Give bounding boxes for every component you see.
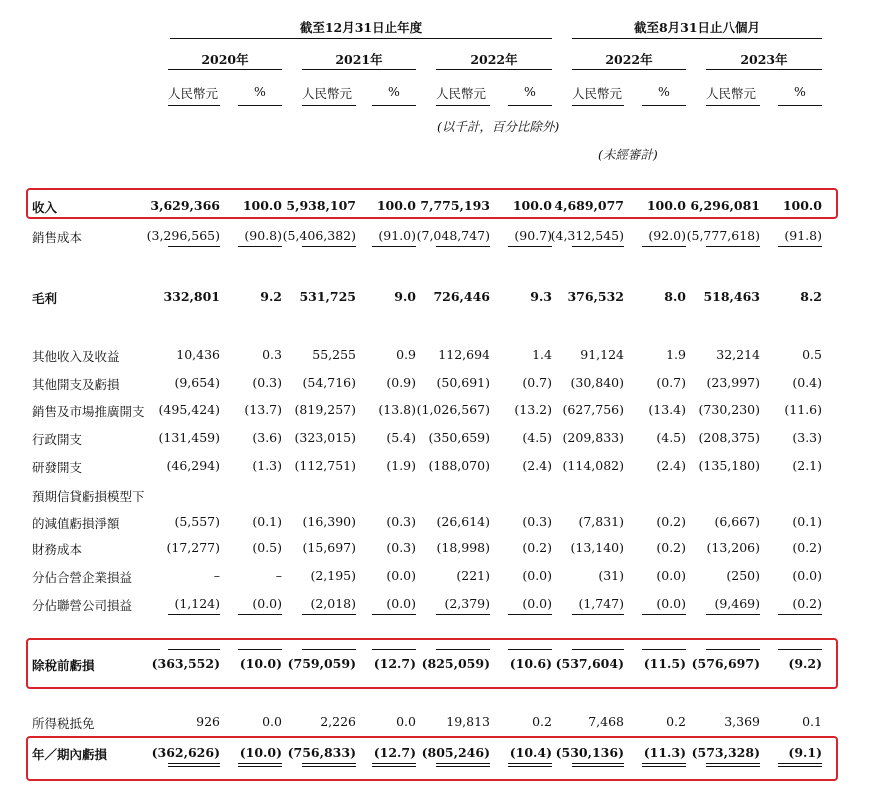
cell-amount: (576,697) <box>691 656 760 671</box>
cell-amount: (1,026,567) <box>416 402 490 417</box>
year-header: 2023年 <box>740 52 788 67</box>
cell-percent: 1.9 <box>666 347 686 362</box>
cell-amount: 4,689,077 <box>554 198 624 213</box>
cell-percent: (0.2) <box>656 514 686 529</box>
cell-rule <box>572 246 624 247</box>
cell-amount: 376,532 <box>567 289 624 304</box>
year-header: 2022年 <box>605 52 653 67</box>
percent-header: % <box>254 84 266 99</box>
row-label: 分佔合營企業損益 <box>32 570 133 585</box>
cell-percent: (13.2) <box>514 402 552 417</box>
cell-percent: (0.0) <box>656 568 686 583</box>
cell-amount: 332,801 <box>163 289 220 304</box>
cell-percent: (9.1) <box>788 745 822 760</box>
cell-rule <box>778 614 822 615</box>
cell-percent: 9.3 <box>530 289 552 304</box>
cell-percent: 9.0 <box>394 289 416 304</box>
cell-amount: (530,136) <box>555 745 624 760</box>
highlight-revenue <box>26 188 838 219</box>
cell-amount: 3,369 <box>724 714 760 729</box>
cell-amount: 7,468 <box>588 714 624 729</box>
cell-amount: (573,328) <box>691 745 760 760</box>
cell-rule <box>436 246 490 247</box>
cell-amount: (363,552) <box>151 656 220 671</box>
row-label: 銷售成本 <box>32 230 83 245</box>
currency-header: 人民幣元 <box>706 86 757 101</box>
cell-amount: 5,938,107 <box>286 198 356 213</box>
cell-amount: 55,255 <box>312 347 356 362</box>
cell-amount: (114,082) <box>562 458 624 473</box>
cell-percent: (0.5) <box>252 540 282 555</box>
cell-amount: 7,775,193 <box>420 198 490 213</box>
cell-rule <box>508 614 552 615</box>
cell-rule <box>372 246 416 247</box>
row-label: 分佔聯營公司損益 <box>32 598 133 613</box>
unit-rule <box>572 105 624 106</box>
cell-percent: (2.4) <box>656 458 686 473</box>
header-rule <box>302 69 416 70</box>
cell-amount: (188,070) <box>428 458 490 473</box>
cell-amount: (7,831) <box>578 514 624 529</box>
cell-amount: 32,214 <box>716 347 760 362</box>
cell-amount: (221) <box>456 568 490 583</box>
row-label: 財務成本 <box>32 542 83 557</box>
cell-amount: (6,667) <box>714 514 760 529</box>
currency-header: 人民幣元 <box>302 86 353 101</box>
cell-rule <box>372 614 416 615</box>
row-label: 銷售及市場推廣開支 <box>32 404 145 419</box>
cell-percent: (10.6) <box>509 656 552 671</box>
cell-amount: (54,716) <box>302 375 356 390</box>
cell-amount: 726,446 <box>433 289 490 304</box>
note-unaudited: (未經審計) <box>598 147 658 162</box>
cell-amount: (131,459) <box>158 430 220 445</box>
header-rule <box>572 38 822 39</box>
cell-percent: (0.0) <box>522 568 552 583</box>
cell-rule <box>168 614 220 615</box>
percent-header: % <box>388 84 400 99</box>
cell-amount: (4,312,545) <box>550 228 624 243</box>
row-label: 收入 <box>32 200 58 215</box>
cell-rule <box>302 614 356 615</box>
cell-amount: 2,226 <box>320 714 356 729</box>
row-label: 行政開支 <box>32 432 83 447</box>
cell-percent: (10.0) <box>239 745 282 760</box>
cell-amount: (5,777,618) <box>686 228 760 243</box>
unit-rule <box>706 105 760 106</box>
cell-amount: (17,277) <box>166 540 220 555</box>
unit-rule <box>508 105 552 106</box>
cell-amount: (18,998) <box>436 540 490 555</box>
cell-amount: (135,180) <box>698 458 760 473</box>
cell-rule <box>238 246 282 247</box>
cell-percent: (0.3) <box>252 375 282 390</box>
cell-amount: (825,059) <box>421 656 490 671</box>
cell-amount: (350,659) <box>428 430 490 445</box>
cell-amount: 3,629,366 <box>150 198 220 213</box>
cell-percent: 0.2 <box>666 714 686 729</box>
row-label: 所得税抵免 <box>32 716 95 731</box>
cell-amount: (13,206) <box>706 540 760 555</box>
cell-percent: (90.8) <box>244 228 282 243</box>
row-label: 其他收入及收益 <box>32 349 120 364</box>
year-header: 2021年 <box>335 52 383 67</box>
cell-amount: (756,833) <box>287 745 356 760</box>
cell-amount: (46,294) <box>166 458 220 473</box>
cell-percent: (13.4) <box>648 402 686 417</box>
cell-rule <box>302 246 356 247</box>
cell-percent: 0.0 <box>396 714 416 729</box>
cell-amount: (1,124) <box>174 596 220 611</box>
cell-percent: (3.6) <box>252 430 282 445</box>
unit-rule <box>372 105 416 106</box>
highlight-loss-before-tax <box>26 638 838 689</box>
highlight-net-loss <box>26 736 838 781</box>
cell-percent: 100.0 <box>646 198 686 213</box>
cell-percent: (0.9) <box>386 375 416 390</box>
cell-percent: (1.3) <box>252 458 282 473</box>
cell-percent: (0.0) <box>522 596 552 611</box>
cell-rule <box>508 246 552 247</box>
row-label: 研發開支 <box>32 460 83 475</box>
cell-rule <box>778 246 822 247</box>
cell-rule <box>436 614 490 615</box>
cell-percent: 100.0 <box>242 198 282 213</box>
cell-percent: (4.5) <box>522 430 552 445</box>
cell-amount: (26,614) <box>436 514 490 529</box>
header-rule <box>572 69 686 70</box>
cell-amount: 10,436 <box>176 347 220 362</box>
cell-amount: (495,424) <box>158 402 220 417</box>
cell-amount: (537,604) <box>555 656 624 671</box>
row-label: 的減值虧損淨額 <box>32 516 120 531</box>
cell-rule <box>706 614 760 615</box>
cell-amount: (15,697) <box>302 540 356 555</box>
percent-header: % <box>794 84 806 99</box>
cell-percent: 8.2 <box>800 289 822 304</box>
cell-percent: (0.7) <box>656 375 686 390</box>
cell-percent: (10.0) <box>239 656 282 671</box>
cell-amount: (5,406,382) <box>282 228 356 243</box>
cell-percent: (1.9) <box>386 458 416 473</box>
row-label: 除稅前虧損 <box>32 658 95 673</box>
cell-percent: (12.7) <box>373 656 416 671</box>
cell-percent: 0.9 <box>396 347 416 362</box>
cell-rule <box>168 246 220 247</box>
cell-percent: (13.7) <box>244 402 282 417</box>
cell-amount: (16,390) <box>302 514 356 529</box>
cell-percent: (0.3) <box>386 540 416 555</box>
cell-percent: (0.3) <box>386 514 416 529</box>
cell-amount: (209,833) <box>562 430 624 445</box>
unit-rule <box>238 105 282 106</box>
row-label: 預期信貸虧損模型下 <box>32 489 145 504</box>
cell-percent: 0.0 <box>262 714 282 729</box>
cell-percent: (13.8) <box>378 402 416 417</box>
cell-amount: 91,124 <box>580 347 624 362</box>
cell-percent: (0.2) <box>656 540 686 555</box>
cell-amount: (9,654) <box>174 375 220 390</box>
unit-rule <box>778 105 822 106</box>
unit-rule <box>436 105 490 106</box>
cell-percent: 9.2 <box>260 289 282 304</box>
cell-amount: 926 <box>196 714 220 729</box>
header-rule <box>706 69 822 70</box>
cell-percent: (5.4) <box>386 430 416 445</box>
cell-amount: (627,756) <box>562 402 624 417</box>
cell-amount: 19,813 <box>446 714 490 729</box>
cell-amount: (208,375) <box>698 430 760 445</box>
cell-amount: (2,379) <box>444 596 490 611</box>
cell-rule <box>706 246 760 247</box>
cell-percent: 0.1 <box>802 714 822 729</box>
cell-percent: (11.5) <box>643 656 686 671</box>
cell-percent: (0.7) <box>522 375 552 390</box>
cell-percent: (91.0) <box>378 228 416 243</box>
cell-amount: 112,694 <box>438 347 490 362</box>
cell-amount: (9,469) <box>714 596 760 611</box>
cell-percent: 1.4 <box>532 347 552 362</box>
cell-amount: (2,195) <box>310 568 356 583</box>
cell-amount: (7,048,747) <box>416 228 490 243</box>
cell-percent: (0.2) <box>792 540 822 555</box>
cell-rule <box>642 246 686 247</box>
cell-percent: 8.0 <box>664 289 686 304</box>
cell-percent: (2.4) <box>522 458 552 473</box>
cell-amount: (30,840) <box>570 375 624 390</box>
cell-amount: (31) <box>598 568 624 583</box>
row-label: 其他開支及虧損 <box>32 377 120 392</box>
unit-rule <box>302 105 356 106</box>
cell-amount: (2,018) <box>310 596 356 611</box>
cell-percent: 0.2 <box>532 714 552 729</box>
cell-percent: (0.0) <box>386 568 416 583</box>
cell-amount: – <box>213 568 220 583</box>
cell-amount: 6,296,081 <box>690 198 760 213</box>
cell-percent: (11.6) <box>784 402 822 417</box>
cell-amount: (1,747) <box>578 596 624 611</box>
cell-amount: (3,296,565) <box>146 228 220 243</box>
cell-amount: (50,691) <box>436 375 490 390</box>
cell-percent: (0.1) <box>792 514 822 529</box>
cell-percent: (0.3) <box>522 514 552 529</box>
cell-percent: (0.4) <box>792 375 822 390</box>
cell-rule <box>238 614 282 615</box>
currency-header: 人民幣元 <box>168 86 219 101</box>
cell-percent: (0.0) <box>252 596 282 611</box>
cell-amount: (5,557) <box>174 514 220 529</box>
row-label: 年／期內虧損 <box>32 747 108 762</box>
cell-amount: (819,257) <box>294 402 356 417</box>
cell-amount: (250) <box>726 568 760 583</box>
cell-percent: (0.1) <box>252 514 282 529</box>
cell-percent: (0.0) <box>386 596 416 611</box>
group-title-eight-months: 截至8月31日止八個月 <box>633 20 761 35</box>
cell-amount: 518,463 <box>703 289 760 304</box>
cell-amount: (362,626) <box>151 745 220 760</box>
unit-rule <box>168 105 220 106</box>
cell-percent: (4.5) <box>656 430 686 445</box>
cell-percent: (92.0) <box>648 228 686 243</box>
cell-percent: (9.2) <box>788 656 822 671</box>
header-rule <box>436 69 552 70</box>
percent-header: % <box>658 84 670 99</box>
header-rule <box>170 38 552 39</box>
cell-percent: (12.7) <box>373 745 416 760</box>
cell-amount: (13,140) <box>570 540 624 555</box>
cell-percent: – <box>275 568 282 583</box>
year-header: 2020年 <box>201 52 249 67</box>
cell-amount: (23,997) <box>706 375 760 390</box>
currency-header: 人民幣元 <box>572 86 623 101</box>
note-thousands: (以千計，百分比除外) <box>437 119 560 134</box>
cell-percent: (0.0) <box>656 596 686 611</box>
cell-percent: 100.0 <box>782 198 822 213</box>
year-header: 2022年 <box>470 52 518 67</box>
cell-percent: 100.0 <box>376 198 416 213</box>
cell-amount: (730,230) <box>698 402 760 417</box>
cell-percent: (0.2) <box>522 540 552 555</box>
cell-amount: (759,059) <box>287 656 356 671</box>
cell-amount: 531,725 <box>299 289 356 304</box>
cell-amount: (112,751) <box>294 458 356 473</box>
percent-header: % <box>524 84 536 99</box>
cell-amount: (805,246) <box>421 745 490 760</box>
cell-percent: (11.3) <box>643 745 686 760</box>
cell-percent: 0.5 <box>802 347 822 362</box>
cell-rule <box>642 614 686 615</box>
cell-amount: (323,015) <box>294 430 356 445</box>
group-title-fiscal-year: 截至12月31日止年度 <box>299 20 423 35</box>
cell-percent: (10.4) <box>509 745 552 760</box>
cell-rule <box>572 614 624 615</box>
cell-percent: (0.2) <box>792 596 822 611</box>
currency-header: 人民幣元 <box>436 86 487 101</box>
cell-percent: 100.0 <box>512 198 552 213</box>
header-rule <box>168 69 282 70</box>
cell-percent: (0.0) <box>792 568 822 583</box>
cell-percent: 0.3 <box>262 347 282 362</box>
cell-percent: (3.3) <box>792 430 822 445</box>
cell-percent: (91.8) <box>784 228 822 243</box>
row-label: 毛利 <box>32 291 58 306</box>
cell-percent: (2.1) <box>792 458 822 473</box>
unit-rule <box>642 105 686 106</box>
cell-percent: (90.7) <box>514 228 552 243</box>
